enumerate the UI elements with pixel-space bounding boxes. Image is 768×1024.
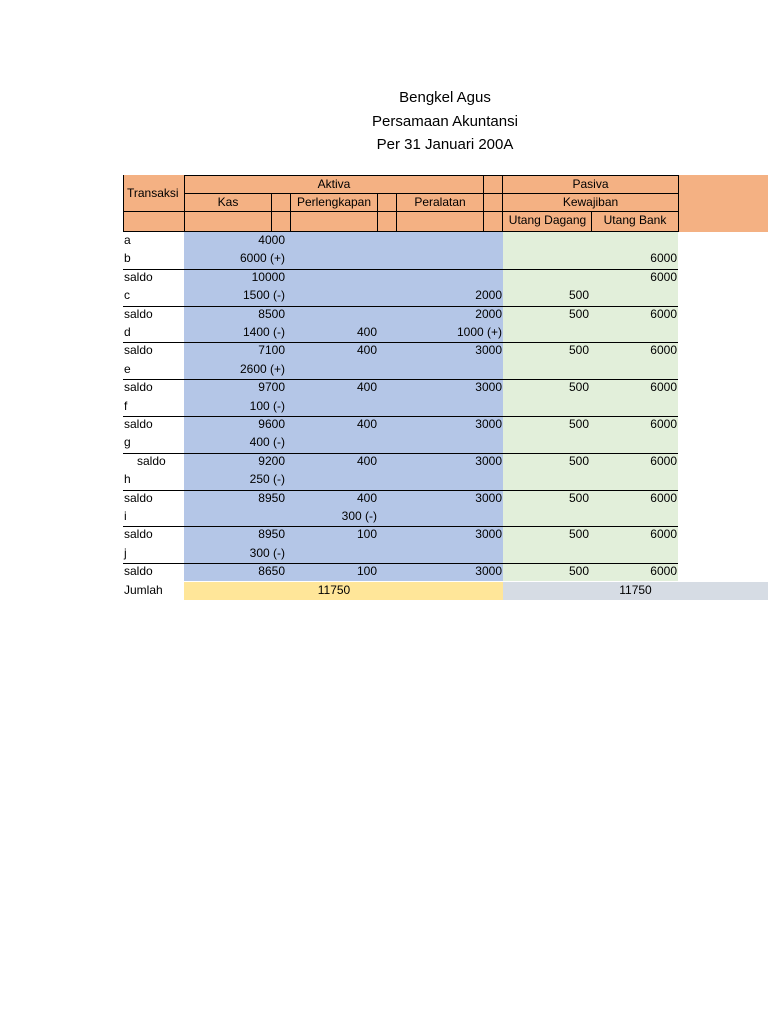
cell-kas: 8950 xyxy=(258,490,285,505)
cell-ub: 6000 xyxy=(650,306,677,321)
cell-kas: 8950 xyxy=(258,527,285,542)
cell-kas: 2600 (+) xyxy=(239,361,285,376)
cell-kas: 7100 xyxy=(258,343,285,358)
row-label: saldo xyxy=(124,380,153,395)
row-label: i xyxy=(124,509,127,523)
row-label: saldo xyxy=(124,564,153,579)
header-pasiva: Pasiva xyxy=(572,177,609,191)
cell-peral: 3000 xyxy=(475,490,502,505)
cell-ud: 500 xyxy=(568,288,589,303)
cell-peral: 1000 (+) xyxy=(456,325,502,339)
saldo-separator xyxy=(123,490,678,491)
cell-kas: 6000 (+) xyxy=(239,251,285,266)
cell-ub: 6000 xyxy=(650,380,677,395)
cell-ud: 500 xyxy=(568,343,589,358)
cell-kas: 8500 xyxy=(258,306,285,321)
row-label: b xyxy=(124,251,131,266)
cell-peral: 3000 xyxy=(475,343,502,358)
row-label: saldo xyxy=(124,269,153,284)
cell-peral: 3000 xyxy=(475,564,502,579)
header-kas: Kas xyxy=(217,195,239,209)
cell-ud: 500 xyxy=(568,490,589,505)
cell-kas: 300 (-) xyxy=(249,545,285,560)
cell-ud: 500 xyxy=(568,564,589,579)
cell-peral: 3000 xyxy=(475,380,502,395)
cell-perl: 400 xyxy=(356,380,377,395)
cell-perl: 300 (-) xyxy=(341,509,377,523)
jumlah-label: Jumlah xyxy=(124,583,163,597)
row-label: j xyxy=(124,545,127,560)
cell-kas: 9200 xyxy=(258,453,285,468)
cell-ud: 500 xyxy=(568,453,589,468)
cell-perl: 100 xyxy=(356,564,377,579)
row-label: h xyxy=(124,472,131,487)
saldo-separator xyxy=(123,416,678,417)
cell-perl: 400 xyxy=(356,417,377,431)
row-label: d xyxy=(124,325,131,339)
saldo-separator xyxy=(123,453,678,454)
row-label: saldo xyxy=(124,306,153,321)
cell-kas: 400 (-) xyxy=(249,435,285,450)
header-utang-dagang: Utang Dagang xyxy=(508,213,587,227)
cell-kas: 4000 xyxy=(258,233,285,247)
row-label: saldo xyxy=(124,527,153,542)
cell-peral: 3000 xyxy=(475,417,502,431)
row-label: e xyxy=(124,361,131,376)
cell-perl: 100 xyxy=(356,527,377,542)
cell-ud: 500 xyxy=(568,417,589,431)
saldo-separator xyxy=(123,306,678,307)
cell-peral: 2000 xyxy=(475,288,502,303)
header-transaksi: Transaksi xyxy=(127,186,179,200)
cell-perl: 400 xyxy=(356,325,377,339)
aktiva-total: 11750 xyxy=(317,583,351,597)
pasiva-total: 11750 xyxy=(619,583,652,597)
header-kewajiban: Kewajiban xyxy=(562,195,619,209)
row-label: saldo xyxy=(137,453,166,468)
report-period: Per 31 Januari 200A xyxy=(376,136,514,153)
cell-ub: 6000 xyxy=(650,343,677,358)
cell-ub: 6000 xyxy=(650,453,677,468)
cell-kas: 250 (-) xyxy=(249,472,285,487)
saldo-separator xyxy=(123,563,678,564)
header-perlengkapan: Perlengkapan xyxy=(296,195,372,209)
cell-ub: 6000 xyxy=(650,527,677,542)
row-label: g xyxy=(124,435,131,450)
saldo-separator xyxy=(123,526,678,527)
header-peralatan: Peralatan xyxy=(414,195,466,209)
cell-kas: 100 (-) xyxy=(249,398,285,413)
cell-ud: 500 xyxy=(568,527,589,542)
row-label: saldo xyxy=(124,343,153,358)
cell-ub: 6000 xyxy=(650,490,677,505)
company-name: Bengkel Agus xyxy=(399,89,491,106)
row-label: f xyxy=(124,398,128,413)
saldo-separator xyxy=(123,342,678,343)
cell-ud: 500 xyxy=(568,380,589,395)
cell-perl: 400 xyxy=(356,343,377,358)
report-name: Persamaan Akuntansi xyxy=(372,112,518,130)
cell-ud: 500 xyxy=(568,306,589,321)
saldo-separator xyxy=(123,269,678,270)
cell-kas: 8650 xyxy=(258,564,285,579)
cell-kas: 1400 (-) xyxy=(242,325,285,339)
row-label: c xyxy=(124,288,130,303)
cell-kas: 10000 xyxy=(251,269,285,284)
cell-ub: 6000 xyxy=(650,564,677,579)
cell-perl: 400 xyxy=(356,453,377,468)
cell-ub: 6000 xyxy=(650,417,677,431)
header-aktiva: Aktiva xyxy=(317,177,351,191)
cell-peral: 2000 xyxy=(475,306,502,321)
cell-peral: 3000 xyxy=(475,527,502,542)
cell-kas: 1500 (-) xyxy=(242,288,285,303)
saldo-separator xyxy=(123,379,678,380)
cell-kas: 9700 xyxy=(258,380,285,395)
row-label: a xyxy=(124,233,131,247)
cell-peral: 3000 xyxy=(475,453,502,468)
header-utang-bank: Utang Bank xyxy=(603,213,667,227)
cell-ub: 6000 xyxy=(650,251,677,266)
cell-perl: 400 xyxy=(356,490,377,505)
report-title xyxy=(0,86,768,157)
row-label: saldo xyxy=(124,490,153,505)
cell-kas: 9600 xyxy=(258,417,285,431)
row-label: saldo xyxy=(124,417,153,431)
cell-ub: 6000 xyxy=(650,269,677,284)
